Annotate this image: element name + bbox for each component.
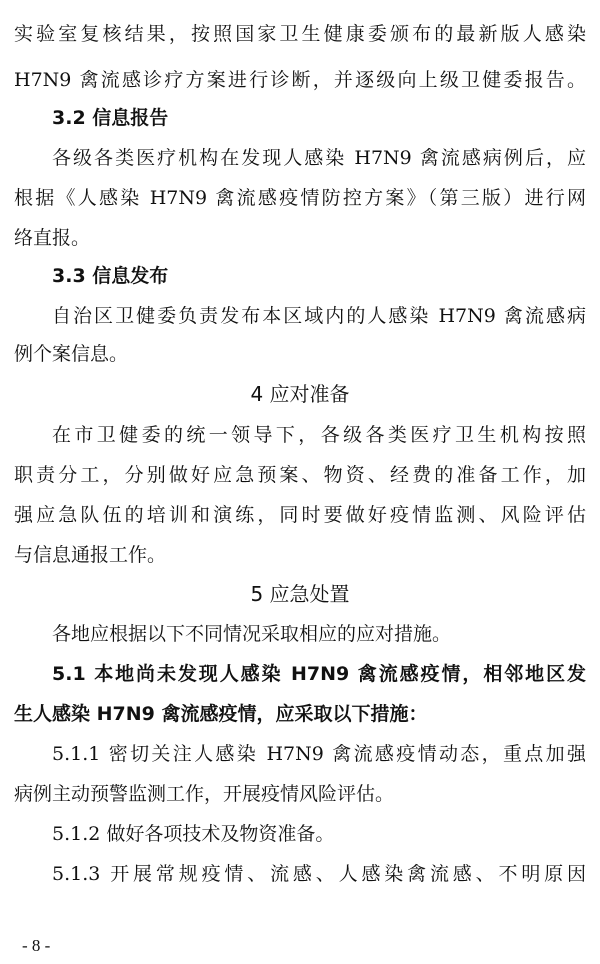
body-line: 实验室复核结果，按照国家卫生健康委颁布的最新版人感染 (14, 23, 586, 45)
section-heading-5-1: 5.1 本地尚未发现人感染 H7N9 禽流感疫情，相邻地区发 (52, 663, 586, 685)
body-line: 根据《人感染 H7N9 禽流感疫情防控方案》（第三版）进行网 (14, 187, 586, 209)
body-line: 5.1.1 密切关注人感染 H7N9 禽流感疫情动态，重点加强 (52, 743, 586, 765)
chapter-heading-4: 4 应对准备 (250, 382, 350, 406)
body-line: 在市卫健委的统一领导下，各级各类医疗卫生机构按照 (52, 424, 586, 446)
body-line: 病例主动预警监测工作，开展疫情风险评估。 (14, 783, 395, 805)
section-heading-3-2: 3.2 信息报告 (52, 107, 169, 129)
page-number: - 8 - (22, 936, 51, 955)
section-heading-5-1-cont: 生人感染 H7N9 禽流感疫情，应采取以下措施： (14, 703, 428, 725)
body-line: 自治区卫健委负责发布本区域内的人感染 H7N9 禽流感病 (52, 305, 586, 327)
body-line: 5.1.2 做好各项技术及物资准备。 (52, 823, 335, 845)
body-line: 各级各类医疗机构在发现人感染 H7N9 禽流感病例后，应 (52, 147, 586, 169)
chapter-heading-5: 5 应急处置 (250, 582, 350, 606)
body-line: 例个案信息。 (14, 343, 129, 365)
body-line: 职责分工，分别做好应急预案、物资、经费的准备工作，加 (14, 464, 586, 486)
body-line: 各地应根据以下不同情况采取相应的应对措施。 (52, 623, 452, 645)
body-line: 5.1.3 开展常规疫情、流感、人感染禽流感、不明原因 (52, 863, 586, 885)
body-line: 与信息通报工作。 (14, 544, 167, 566)
section-heading-3-3: 3.3 信息发布 (52, 265, 169, 287)
body-line: H7N9 禽流感诊疗方案进行诊断，并逐级向上级卫健委报告。 (14, 69, 586, 91)
body-line: 络直报。 (14, 227, 91, 249)
body-line: 强应急队伍的培训和演练，同时要做好疫情监测、风险评估 (14, 504, 586, 526)
